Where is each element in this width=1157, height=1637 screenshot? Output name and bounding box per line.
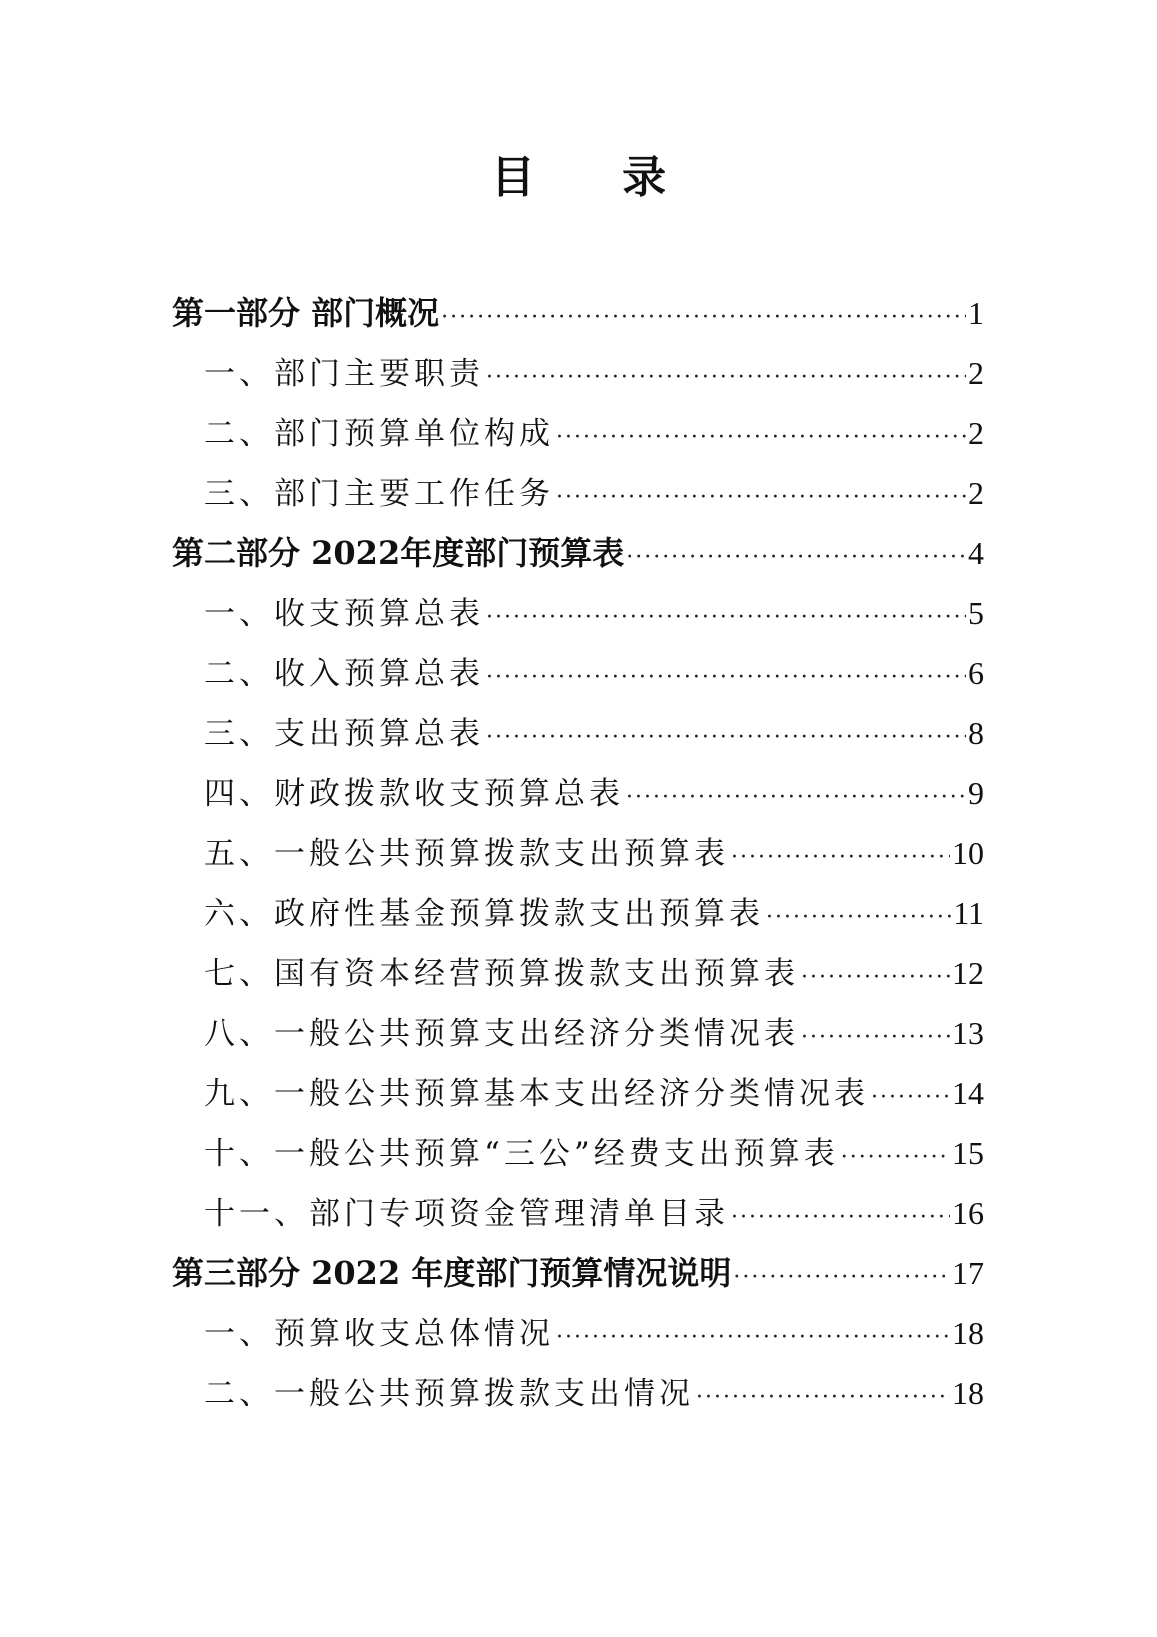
toc-entry-label: 十、一般公共预算“三公”经费支出预算表 (204, 1136, 839, 1172)
toc-entry[interactable] (172, 343, 984, 403)
toc-leader-dots (626, 768, 966, 828)
toc-page-number: 9 (968, 775, 984, 811)
toc-page-number: 17 (952, 1255, 984, 1291)
toc-page-number: 2 (968, 415, 984, 451)
toc-page-number: 14 (952, 1075, 984, 1111)
toc-page-number: 4 (968, 535, 984, 571)
toc-page-number: 18 (952, 1315, 984, 1351)
toc-entry-label: 一、收支预算总表 (204, 596, 484, 632)
table-of-contents (172, 283, 984, 1423)
toc-entry-label: 第三部分 2022 年度部门预算情况说明 (172, 1254, 732, 1292)
toc-entry-label: 二、部门预算单位构成 (204, 416, 554, 452)
toc-entry-label: 第二部分 2022年度部门预算表 (172, 534, 625, 572)
page-title: 目 录 (490, 152, 703, 203)
toc-entry[interactable] (172, 823, 984, 883)
toc-entry-part-1[interactable] (172, 283, 984, 343)
toc-entry-label: 二、一般公共预算拨款支出情况 (204, 1376, 694, 1412)
toc-page-number: 6 (968, 655, 984, 691)
toc-entry[interactable] (172, 403, 984, 463)
toc-leader-dots (731, 1188, 950, 1248)
toc-leader-dots (696, 1368, 950, 1428)
toc-entry[interactable] (172, 703, 984, 763)
toc-entry[interactable] (172, 943, 984, 1003)
toc-page-number: 2 (968, 355, 984, 391)
toc-leader-dots (441, 288, 966, 348)
toc-page-number: 1 (968, 295, 984, 331)
toc-page-number: 11 (953, 895, 984, 931)
toc-page-number: 2 (968, 475, 984, 511)
toc-entry[interactable] (172, 1303, 984, 1363)
toc-page-number: 15 (952, 1135, 984, 1171)
toc-entry-label: 八、一般公共预算支出经济分类情况表 (204, 1016, 799, 1052)
toc-leader-dots (486, 348, 966, 408)
toc-entry-label: 九、一般公共预算基本支出经济分类情况表 (204, 1076, 869, 1112)
toc-leader-dots (486, 708, 966, 768)
toc-leader-dots (766, 888, 951, 948)
toc-entry[interactable] (172, 1123, 984, 1183)
toc-leader-dots (841, 1128, 950, 1188)
toc-entry[interactable] (172, 1063, 984, 1123)
toc-entry-label: 一、部门主要职责 (204, 356, 484, 392)
toc-entry[interactable] (172, 1003, 984, 1063)
toc-page-number: 16 (952, 1195, 984, 1231)
toc-entry-label: 第一部分 部门概况 (172, 294, 440, 332)
toc-entry-label: 四、财政拨款收支预算总表 (204, 776, 624, 812)
toc-entry-part-2[interactable] (172, 523, 984, 583)
toc-leader-dots (731, 828, 950, 888)
toc-entry-label: 二、收入预算总表 (204, 656, 484, 692)
toc-entry-label: 五、一般公共预算拨款支出预算表 (204, 836, 729, 872)
toc-leader-dots (556, 1308, 950, 1368)
toc-entry-label: 七、国有资本经营预算拨款支出预算表 (204, 956, 799, 992)
toc-page-number: 13 (952, 1015, 984, 1051)
toc-entry-label: 六、政府性基金预算拨款支出预算表 (204, 896, 764, 932)
toc-leader-dots (871, 1068, 950, 1128)
toc-entry[interactable] (172, 583, 984, 643)
toc-leader-dots (556, 468, 966, 528)
toc-entry-part-3[interactable] (172, 1243, 984, 1303)
toc-entry-label: 三、支出预算总表 (204, 716, 484, 752)
toc-page-number: 12 (952, 955, 984, 991)
toc-page-number: 5 (968, 595, 984, 631)
toc-entry[interactable] (172, 463, 984, 523)
toc-page-number: 10 (952, 835, 984, 871)
toc-leader-dots (801, 1008, 950, 1068)
toc-entry[interactable] (172, 763, 984, 823)
toc-leader-dots (486, 588, 966, 648)
toc-entry-label: 十一、部门专项资金管理清单目录 (204, 1196, 729, 1232)
toc-leader-dots (556, 408, 966, 468)
toc-entry[interactable] (172, 1363, 984, 1423)
toc-leader-dots (801, 948, 950, 1008)
toc-entry[interactable] (172, 883, 984, 943)
toc-leader-dots (486, 648, 966, 708)
toc-page-number: 18 (952, 1375, 984, 1411)
toc-leader-dots (733, 1248, 950, 1308)
toc-page-number: 8 (968, 715, 984, 751)
toc-leader-dots (626, 528, 966, 588)
toc-entry[interactable] (172, 643, 984, 703)
toc-entry-label: 三、部门主要工作任务 (204, 476, 554, 512)
toc-entry[interactable] (172, 1183, 984, 1243)
toc-entry-label: 一、预算收支总体情况 (204, 1316, 554, 1352)
